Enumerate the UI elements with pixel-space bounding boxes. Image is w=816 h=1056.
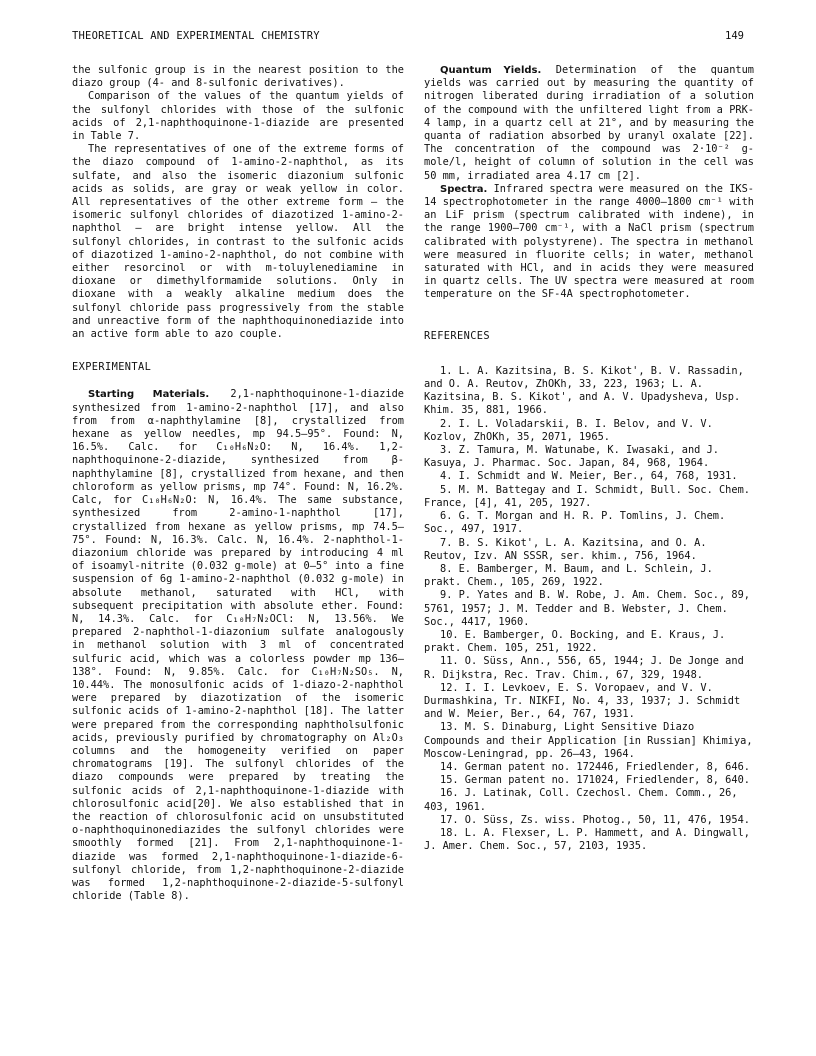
quantum-yields-lead: Quantum Yields. <box>440 65 542 76</box>
reference-item: 17. O. Süss, Zs. wiss. Photog., 50, 11, 476, 1954. <box>440 813 750 826</box>
reference-item: 4. I. Schmidt and W. Meier, Ber., 64, 768, 1931. <box>440 470 738 483</box>
right-column <box>424 64 754 853</box>
reference-item: 9. P. Yates and B. W. Robe, J. Am. Chem. Soc., 89, 5761, 1957; J. M. Tedder and B. Webster, J. Chem. Soc., 4417, 1960. <box>424 589 750 628</box>
spectra-text: Infrared spectra were measured on the IKS-14 spectrophotometer in the range 4000–1800 cm⁻¹ with an LiF prism (spectrum calibrated with indene), in the range 1900–700 cm⁻¹, with a NaCl prism (spectrum calibrated with polystyrene). The spectra in methanol were measured in fluorite cells; in water, methanol saturated with HCl, and in acids they were measured in quartz cells. The UV spectra were measured at room temperature on the SF-4A spectrophotometer. <box>424 182 754 301</box>
section-heading-experimental: EXPERIMENTAL <box>72 361 152 374</box>
reference-item: 10. E. Bamberger, O. Bocking, and E. Kraus, J. prakt. Chem. 105, 251, 1922. <box>424 628 726 655</box>
reference-item: 18. L. A. Flexser, L. P. Hammett, and A. Dingwall, J. Amer. Chem. Soc., 57, 2103, 1935. <box>424 826 750 853</box>
paragraph-comparison: Comparison of the values of the quantum yields of the sulfonyl chlorides with those of the sulfonic acids of 2,1-naphthoquinone-1-diazide are presented in Table 7. <box>72 90 404 143</box>
starting-materials-text: 2,1-naphthoquinone-1-diazide synthesized from 1-amino-2-naphthol [17], and also from from α-naphthylamine [8], crystallized from hexane as yellow needles, mp 94.5–95°. Found: N, 16.5%. Calc. for C₁₀H₆N₂O: N, 16.4%. 1,2-naphthoquinone-2-diazide, synthesized from β-naphthylamine [8], crystallized from hexane, and then chloroform as yellow prisms, mp 74°. Found: N, 16.2%. Calc, for C₁₀H₆N₂O: N, 16.4%. The same substance, synthesized from 2-amino-1-naphthol [17], crystallized from hexane as yellow prisms, mp 74.5–75°. Found: N, 16.3%. Calc. N, 16.4%. 2-naphthol-1-diazonium chloride was prepared by introducing 4 ml of isoamyl-nitrite (0.032 g-mole) at 0–5° into a fine suspension of 6g 1-amino-2-naphthol (0.032 g-mole) in absolute methanol, saturated with HCl, with subsequent precipitation with absolute ether. Found: N, 14.3%. Calc. for C₁₀H₇N₂OCl: N, 13.56%. We prepared 2-naphthol-1-diazonium sulfate analogously in methanol solution with 3 ml of concentrated sulfuric acid, which was a colorless powder mp 136–138°. Found: N, 9.85%. Calc. for C₁₀H₇N₂SO₅. N, 10.44%. The monosulfonic acids of 1-diazo-2-naphthol were prepared by diazotization of the isomeric sulfonic acids of 1-amino-2-naphthol [18]. The latter were prepared from the corresponding naphtholsulfonic acids, previously purified by chromatography on Al₂O₃ columns and the homogeneity verified on paper chromatograms [19]. The sulfonyl chlorides of the diazo compounds were prepared by treating the sulfonic acids of 2,1-naphthoquinone-1-diazide with chlorosulfonic acid[20]. We also established that in the reaction of chlorosulfonic acid on unsubstituted o-naphthoquinonediazides the sulfonyl chlorides were smoothly formed [21]. From 2,1-naphthoquinone-1-diazide was formed 2,1-naphthoquinone-1-diazide-6-sulfonyl chloride, from 1,2-naphthoquinone-2-diazide was formed 1,2-naphthoquinone-2-diazide-5-sulfonyl chloride (Table 8). <box>72 388 404 903</box>
paragraph-spectra <box>424 183 754 302</box>
running-title: THEORETICAL AND EXPERIMENTAL CHEMISTRY <box>72 30 320 42</box>
paragraph-continuation: the sulfonic group is in the nearest position to the diazo group (4- and 8-sulfonic derivatives). <box>72 64 404 90</box>
page-number: 149 <box>725 30 744 42</box>
reference-item: 3. Z. Tamura, M. Watunabe, K. Iwasaki, and J. Kasuya, J. Pharmac. Soc. Japan, 84, 968, 1964. <box>424 444 719 470</box>
reference-item: 5. M. M. Battegay and I. Schmidt, Bull. Soc. Chem. France, [4], 41, 205, 1927. <box>424 483 750 509</box>
reference-item: 11. O. Süss, Ann., 556, 65, 1944; J. De Jonge and R. Dijkstra, Rec. Trav. Chim., 67, 329, 1948. <box>424 655 744 681</box>
references-list <box>424 365 754 854</box>
quantum-yields-text: Determination of the quantum yields was carried out by measuring the quantity of nitrogen liberated during irradiation of a solution of the compound with the unfiltered light from a PRK-4 lamp, in a quartz cell at 21°, and by measuring the quanta of radiation absorbed by uranyl oxalate [22]. The concentration of the compound was 2·10⁻² g-mole/l, height of column of solution in the cell was 50 mm, irradiated area 4.17 cm [2]. <box>424 64 755 182</box>
spectra-lead: Spectra. <box>440 183 488 195</box>
reference-item: 12. I. I. Levkoev, E. S. Voropaev, and V. V. Durmashkina, Tr. NIKFI, No. 4, 33, 1937; J. Schmidt and W. Meier, Ber., 64, 767, 1931. <box>424 681 741 721</box>
reference-item: 1. L. A. Kazitsina, B. S. Kikot', B. V. Rassadin, and O. A. Reutov, ZhOKh, 33, 223, 1963; L. A. Kazitsina, B. S. Kikot', and A. V. Upadysheva, Usp. Khim. 35, 881, 1966. <box>424 364 744 417</box>
reference-item: 7. B. S. Kikot', L. A. Kazitsina, and O. A. Reutov, Izv. AN SSSR, ser. khim., 756, 1964. <box>424 536 707 562</box>
starting-materials-lead: Starting Materials. <box>88 389 210 401</box>
reference-item: 13. M. S. Dinaburg, Light Sensitive Diazo Compounds and their Application [in Russian] Khimiya, Moscow-Leningrad, pp. 26–43, 1964. <box>424 721 753 760</box>
reference-item: 8. E. Bamberger, M. Baum, and L. Schlein, J. prakt. Chem., 105, 269, 1922. <box>424 562 713 589</box>
page-header <box>72 30 744 46</box>
reference-item: 16. J. Latinak, Coll. Czechosl. Chem. Comm., 26, 403, 1961. <box>424 787 738 813</box>
paragraph-extreme-forms: The representatives of one of the extreme forms of the diazo compound of 1-amino-2-naphthol, as its sulfate, and also the isomeric diazonium sulfonic acids as solids, are gray or weak yellow in color. All representatives of the other extreme form — the isomeric sulfonyl chlorides of diazotized 1-amino-2-naphthol — are bright intense yellow. All the sulfonyl chlorides, in contrast to the sulfonic acids of diazotized 1-amino-2-naphthol, do not combine with either resorcinol or with m-toluylenediamine in dioxane or dimethylformamide solutions. Only in dioxane with a weakly alkaline medium does the sulfonyl chloride pass progressively from the stable and unreactive form of the naphthoquinonediazide into an active form able to azo couple. <box>72 143 404 341</box>
left-column <box>72 64 404 903</box>
reference-item: 6. G. T. Morgan and H. R. P. Tomlins, J. Chem. Soc., 497, 1917. <box>424 510 726 536</box>
paragraph-starting-materials <box>72 388 404 903</box>
paragraph-quantum-yields <box>424 64 754 183</box>
reference-item: 14. German patent no. 172446, Friedlender, 8, 646. <box>440 760 750 773</box>
reference-item: 15. German patent no. 171024, Friedlender, 8, 640. <box>440 774 750 787</box>
reference-item: 2. I. L. Voladarskii, B. I. Belov, and V. V. Kozlov, ZhOKh, 35, 2071, 1965. <box>424 417 713 443</box>
references-heading: REFERENCES <box>424 329 490 342</box>
